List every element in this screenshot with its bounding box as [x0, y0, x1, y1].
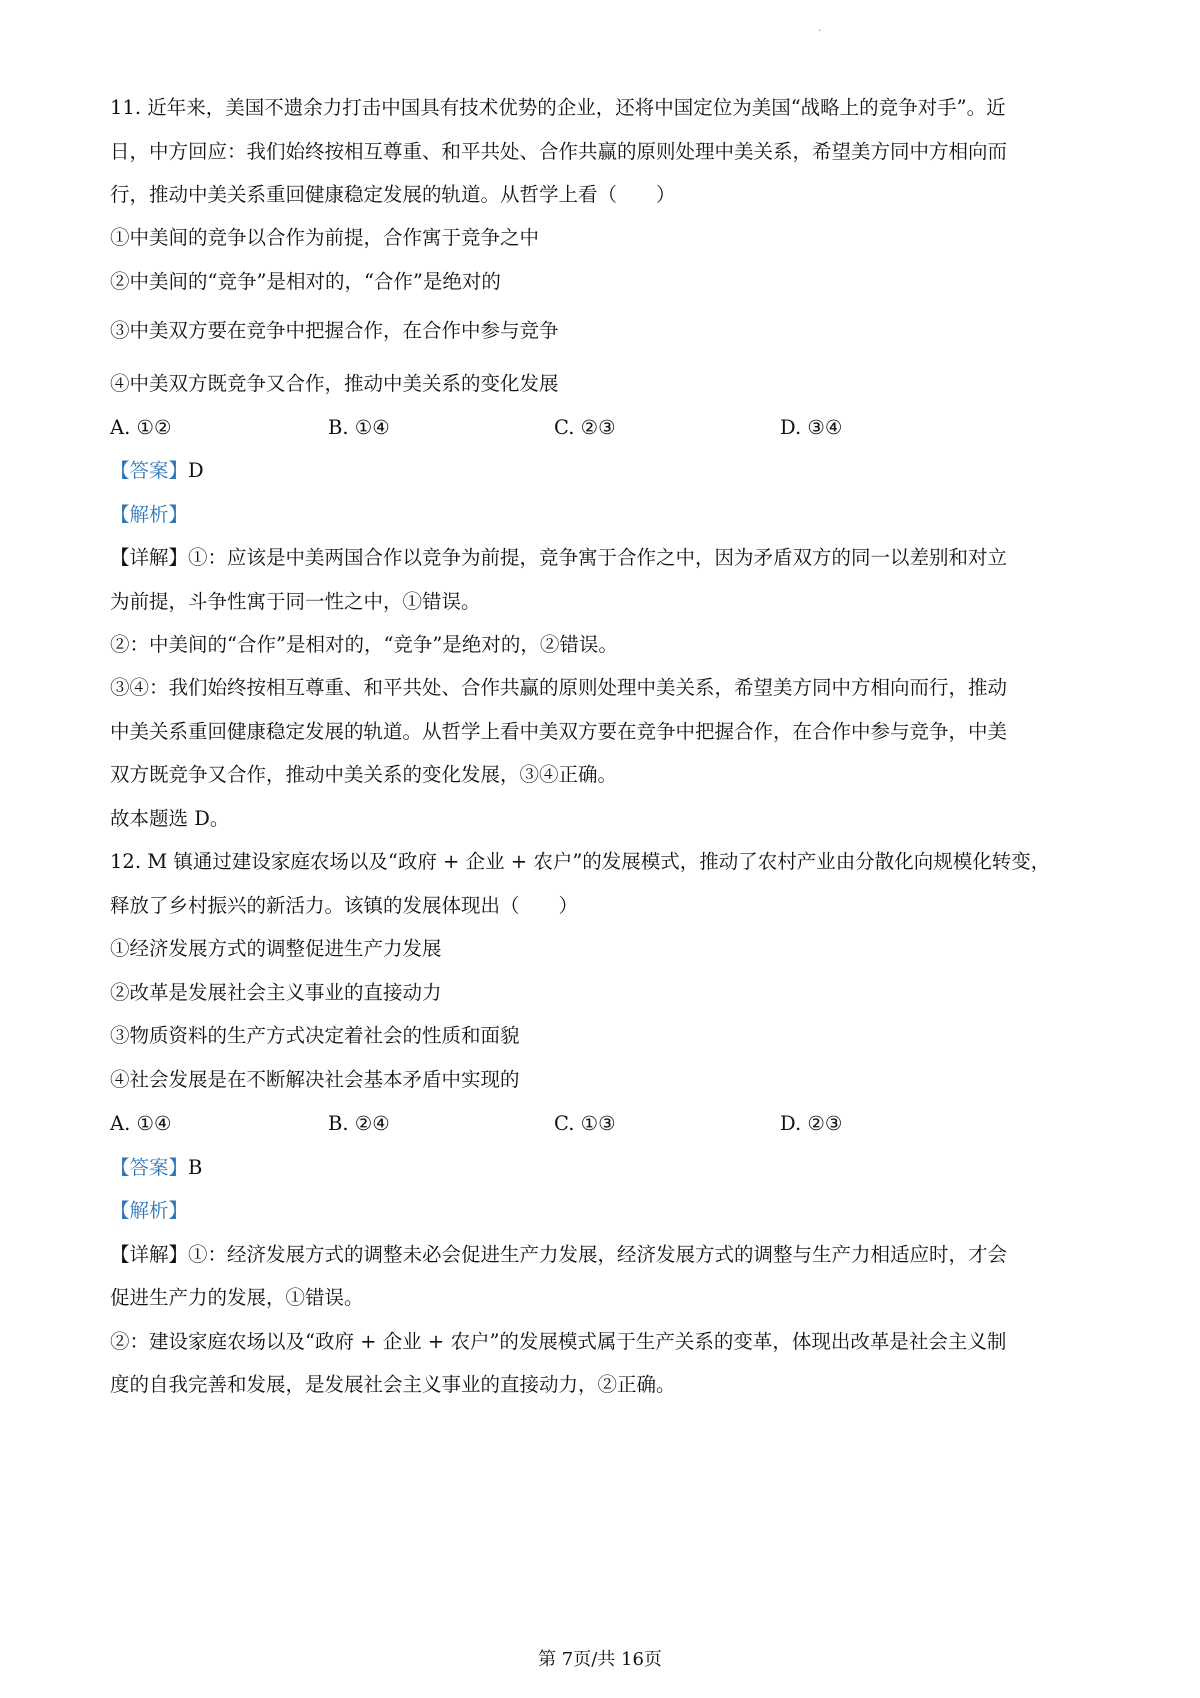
answer-tag: 【答案】	[110, 459, 189, 482]
q12-item: ④社会发展是在不断解决社会基本矛盾中实现的	[110, 1068, 520, 1091]
answer-value: D	[188, 459, 204, 482]
q11-detail-line	[110, 545, 1007, 571]
q11-stem-line: 11. 近年来，美国不遗余力打击中国具有技术优势的企业，还将中国定位为美国“战略上的竞争对手”。近	[110, 96, 1006, 119]
detail-tag: 【详解】	[110, 546, 189, 569]
q11-detail-line: 中美关系重回健康稳定发展的轨道。从哲学上看中美双方要在竞争中把握合作，在合作中参与竞争，中美	[110, 720, 1008, 743]
page-mark: ·	[818, 26, 822, 37]
q12-item: ③物质资料的生产方式决定着社会的性质和面貌	[110, 1024, 520, 1047]
q11-option-b: B. ①④	[328, 416, 390, 439]
q11-item: ①中美间的竞争以合作为前提，合作寓于竞争之中	[110, 226, 540, 249]
detail-text: ①：经济发展方式的调整未必会促进生产力发展，经济发展方式的调整与生产力相适应时，才会	[188, 1243, 1008, 1266]
analysis-tag: 【解析】	[110, 1199, 189, 1222]
q11-conclusion: 故本题选 D。	[110, 807, 230, 830]
answer-value: B	[188, 1156, 203, 1179]
q12-stem-line: 12. M 镇通过建设家庭农场以及“政府 + 企业 + 农户”的发展模式，推动了农村产业由分散化向规模化转变，	[110, 850, 1051, 873]
q11-item: ④中美双方既竞争又合作，推动中美关系的变化发展	[110, 372, 559, 395]
q11-option-c: C. ②③	[554, 416, 616, 439]
q11-stem-line: 行，推动中美关系重回健康稳定发展的轨道。从哲学上看（ ）	[110, 183, 676, 206]
q12-detail-line: 促进生产力的发展，①错误。	[110, 1286, 364, 1309]
q12-option-b: B. ②④	[328, 1112, 390, 1135]
q11-item: ②中美间的“竞争”是相对的，“合作”是绝对的	[110, 270, 501, 293]
q12-item: ①经济发展方式的调整促进生产力发展	[110, 937, 442, 960]
page-footer: 第 7页/共 16页	[538, 1649, 662, 1670]
q12-answer	[110, 1155, 202, 1181]
q12-stem-line: 释放了乡村振兴的新活力。该镇的发展体现出（ ）	[110, 894, 579, 917]
q12-analysis-tag	[110, 1198, 188, 1224]
q11-option-a: A. ①②	[110, 416, 172, 439]
q11-analysis-tag	[110, 502, 188, 528]
q12-item: ②改革是发展社会主义事业的直接动力	[110, 981, 442, 1004]
q11-answer	[110, 458, 204, 484]
analysis-tag: 【解析】	[110, 503, 189, 526]
q11-detail-line: ③④：我们始终按相互尊重、和平共处、合作共赢的原则处理中美关系，希望美方同中方相向而行，推动	[110, 676, 1008, 699]
q11-detail-line: ②：中美间的“合作”是相对的，“竞争”是绝对的，②错误。	[110, 633, 618, 656]
answer-tag: 【答案】	[110, 1156, 189, 1179]
q12-detail-line: 度的自我完善和发展，是发展社会主义事业的直接动力，②正确。	[110, 1373, 676, 1396]
q11-stem-line: 日，中方回应：我们始终按相互尊重、和平共处、合作共赢的原则处理中美关系，希望美方同中方相向而	[110, 140, 1008, 163]
q11-detail-line: 双方既竞争又合作，推动中美关系的变化发展，③④正确。	[110, 763, 618, 786]
q11-detail-line: 为前提，斗争性寓于同一性之中，①错误。	[110, 590, 481, 613]
q12-option-c: C. ①③	[554, 1112, 616, 1135]
q12-detail-line	[110, 1242, 1007, 1268]
q12-detail-line: ②：建设家庭农场以及“政府 + 企业 + 农户”的发展模式属于生产关系的变革，体现出改革是社会主义制	[110, 1330, 1007, 1353]
detail-tag: 【详解】	[110, 1243, 189, 1266]
q12-option-a: A. ①④	[110, 1112, 172, 1135]
q11-item: ③中美双方要在竞争中把握合作，在合作中参与竞争	[110, 319, 559, 342]
q12-option-d: D. ②③	[780, 1112, 843, 1135]
detail-text: ①：应该是中美两国合作以竞争为前提，竞争寓于合作之中，因为矛盾双方的同一以差别和对立	[188, 546, 1008, 569]
q11-option-d: D. ③④	[780, 416, 843, 439]
